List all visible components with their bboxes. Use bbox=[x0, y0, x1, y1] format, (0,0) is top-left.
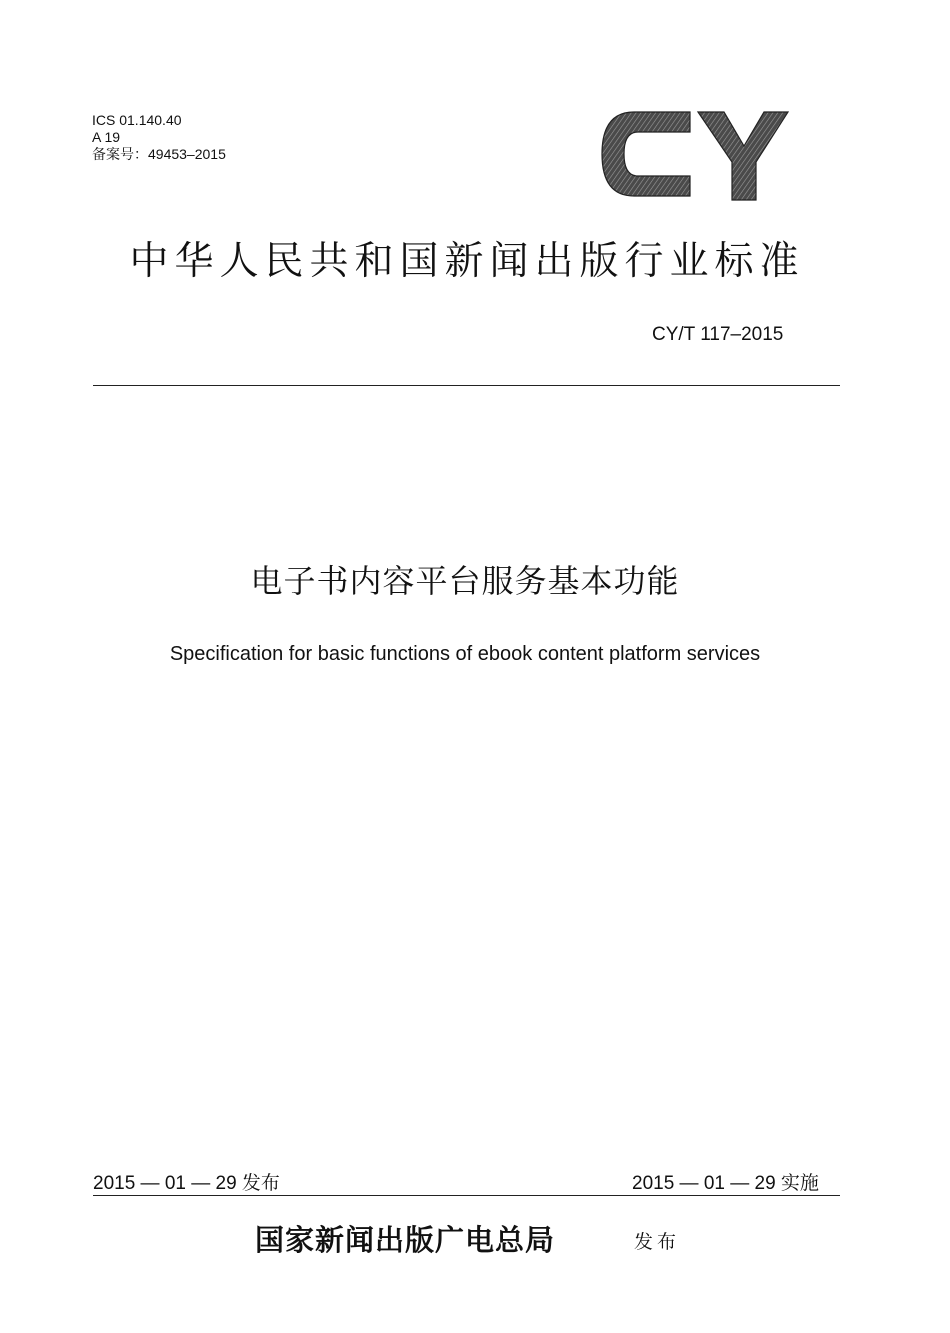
document-title-en: Specification for basic functions of ebook content platform services bbox=[169, 643, 761, 665]
implementation-date: 2015 — 01 — 29 实施 bbox=[632, 1173, 819, 1194]
footer-divider bbox=[93, 1195, 840, 1196]
standard-code: CY/T 117–2015 bbox=[652, 324, 784, 345]
standard-category: 中华人民共和国新闻出版行业标准 bbox=[129, 239, 805, 284]
ics-code: ICS 01.140.40 bbox=[92, 112, 182, 128]
issue-date: 2015 — 01 — 29 发布 bbox=[93, 1173, 280, 1194]
document-metadata bbox=[92, 112, 226, 163]
cy-logo-icon bbox=[598, 104, 790, 204]
header-divider bbox=[93, 385, 840, 386]
publish-label: 发布 bbox=[634, 1231, 681, 1253]
record-number: 备案号：49453–2015 bbox=[92, 146, 226, 162]
publisher-name: 国家新闻出版广电总局 bbox=[255, 1223, 556, 1257]
classification-code: A 19 bbox=[92, 129, 121, 145]
document-title-zh: 电子书内容平台服务基本功能 bbox=[250, 562, 680, 600]
cy-logo bbox=[598, 104, 790, 204]
